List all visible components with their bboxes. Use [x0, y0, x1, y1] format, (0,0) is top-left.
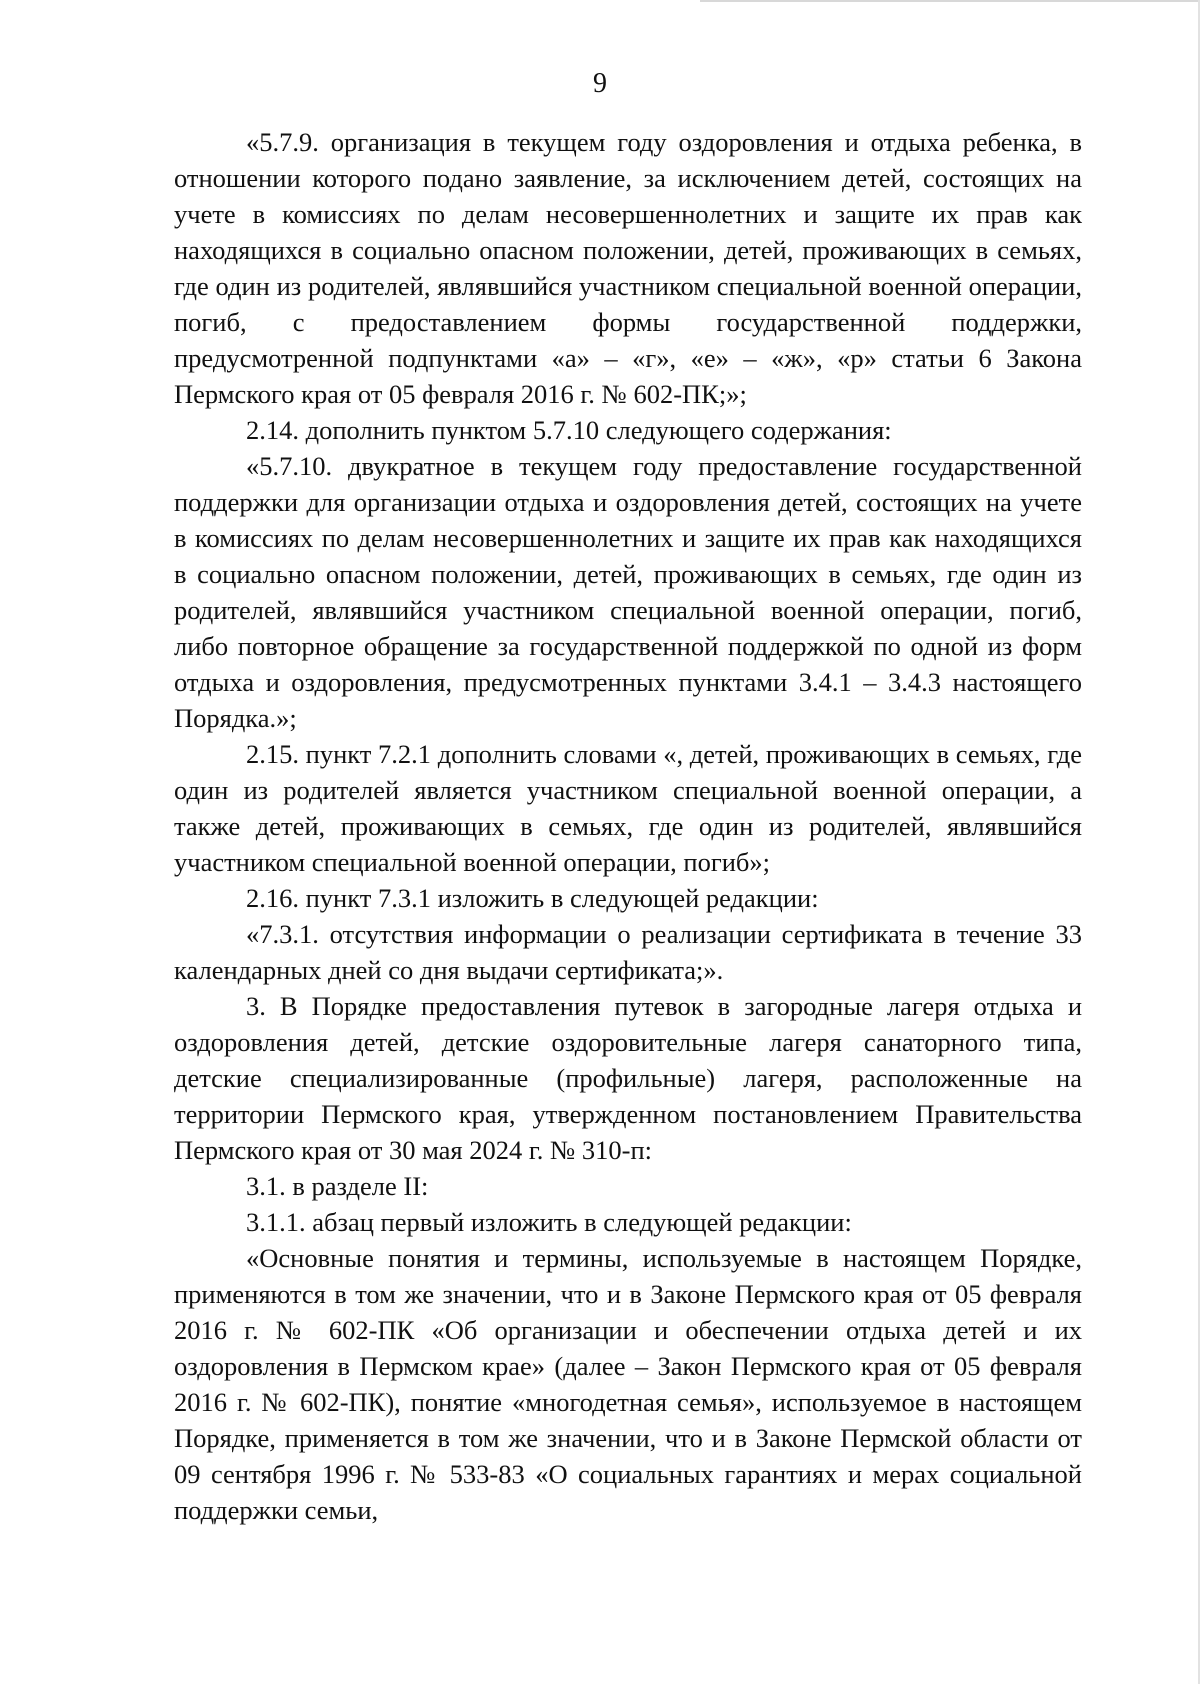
paragraph-3: 3. В Порядке предоставления путевок в загородные лагеря отдыха и оздоровления детей, детские оздоровительные лагеря санаторного типа, детские специализированные (профильные) лагеря, расположенные на территории Пермского края, утвержденном постановлением Правительства Пермского края от 30 мая 2024 г. № 310-п:	[174, 991, 1082, 1165]
paragraph-2-16: 2.16. пункт 7.3.1 изложить в следующей редакции:	[246, 883, 819, 913]
paragraph-3-1-1: 3.1.1. абзац первый изложить в следующей редакции:	[246, 1207, 852, 1237]
paragraph-2-14: 2.14. дополнить пунктом 5.7.10 следующего содержания:	[246, 415, 892, 445]
paragraph-5-7-10: «5.7.10. двукратное в текущем году предоставление государственной поддержки для организации отдыха и оздоровления детей, состоящих на учете в комиссиях по делам несовершеннолетних и защите их прав как находящихся в социально опасном положении, детей, проживающих в семьях, где один из родителей, являвшийся участником специальной военной операции, погиб, либо повторное обращение за государственной поддержкой по одной из форм отдыха и оздоровления, предусмотренных пунктами 3.4.1 – 3.4.3 настоящего Порядка.»;	[174, 451, 1082, 733]
paragraph-5-7-9: «5.7.9. организация в текущем году оздоровления и отдыха ребенка, в отношении которого подано заявление, за исключением детей, состоящих на учете в комиссиях по делам несовершеннолетних и защите их прав как находящихся в социально опасном положении, детей, проживающих в семьях, где один из родителей, являвшийся участником специальной военной операции, погиб, с предоставлением формы государственной поддержки, предусмотренной подпунктами «а» – «г», «е» – «ж», «р» статьи 6 Закона Пермского края от 05 февраля 2016 г. № 602-ПК;»;	[174, 127, 1082, 409]
paragraph-definitions: «Основные понятия и термины, используемые в настоящем Порядке, применяются в том же значении, что и в Законе Пермского края от 05 февраля 2016 г. № 602-ПК «Об организации и обеспечении отдыха детей и их оздоровления в Пермском крае» (далее – Закон Пермского края от 05 февраля 2016 г. № 602-ПК), понятие «многодетная семья», используемое в настоящем Порядке, применяется в том же значении, что и в Законе Пермской области от 09 сентября 1996 г. № 533-83 «О социальных гарантиях и мерах социальной поддержки семьи,	[174, 1243, 1082, 1525]
document-body	[174, 124, 1082, 1528]
paragraph-7-3-1: «7.3.1. отсутствия информации о реализации сертификата в течение 33 календарных дней со дня выдачи сертификата;».	[174, 919, 1082, 985]
page-number: 9	[593, 68, 607, 99]
scan-edge-top	[700, 0, 1200, 2]
paragraph-3-1: 3.1. в разделе II:	[246, 1171, 429, 1201]
paragraph-2-15: 2.15. пункт 7.2.1 дополнить словами «, детей, проживающих в семьях, где один из родителей является участником специальной военной операции, а также детей, проживающих в семьях, где один из родителей, являвшийся участником специальной военной операции, погиб»;	[174, 739, 1082, 877]
